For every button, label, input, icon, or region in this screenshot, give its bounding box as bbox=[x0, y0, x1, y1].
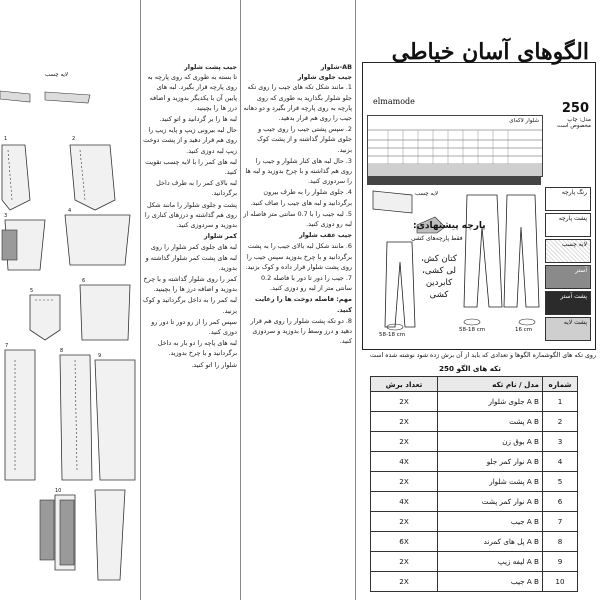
illustration-strip-left bbox=[0, 60, 140, 600]
row-qty: 2X bbox=[371, 412, 438, 432]
middle-paragraph-6: پشت و جلوی شلوار را مانند شکل روی هم گذاشته و درزهای کناری را بدوزید و سردوزی کنید. bbox=[144, 200, 237, 230]
step-number-7: 7 bbox=[5, 343, 9, 349]
middle-column-heading: جیب پشت شلوار bbox=[184, 63, 237, 71]
row-number: 7 bbox=[543, 512, 578, 532]
row-number: 5 bbox=[543, 472, 578, 492]
header-qty: تعداد برش bbox=[371, 377, 438, 392]
table-row bbox=[371, 452, 578, 472]
fabric-shade-1 bbox=[2, 230, 17, 260]
right-paragraph-1: 1. مانند شکل تکه های جیب را روی تکه جلو شلوار بگذارید به طوری که روی پارچه به روی پارچه قرار بگیرد و دو دهانه جیب را روی هم قرار بدهید. bbox=[243, 83, 352, 123]
middle-paragraph-8: لبه های جلوی کمر شلوار را روی لبه های پشت کمر شلوار گذاشته و بدوزید. bbox=[145, 243, 237, 272]
top-left-caption: لایه چسب bbox=[45, 72, 69, 78]
row-name bbox=[438, 392, 543, 412]
row-qty: 2X bbox=[371, 392, 438, 412]
middle-paragraph-4: لبه های کمر را با لایه چسب تقویت کنید. bbox=[145, 157, 237, 177]
row-model: A B bbox=[526, 477, 539, 486]
row-name bbox=[438, 532, 543, 552]
row-qty: 4X bbox=[371, 452, 438, 472]
tape-drawing-top-left bbox=[0, 86, 95, 108]
row-model: A B bbox=[526, 397, 539, 406]
left-column-heading: AB-شلوار bbox=[320, 63, 352, 71]
table-row bbox=[371, 532, 578, 552]
fabric-shade-2 bbox=[40, 500, 54, 560]
back-pocket-step-5 bbox=[30, 295, 60, 340]
trouser-front-step-2 bbox=[70, 145, 115, 210]
row-number: 9 bbox=[543, 552, 578, 572]
row-number: 6 bbox=[543, 492, 578, 512]
table-row bbox=[371, 492, 578, 512]
sewing-steps-illustration bbox=[0, 60, 140, 600]
right-instruction-column bbox=[243, 62, 352, 598]
step-number-2: 2 bbox=[72, 136, 76, 142]
pattern-info-sheet bbox=[362, 39, 596, 350]
swatch-label-2: پشت پارچه bbox=[558, 215, 587, 222]
divider-1 bbox=[140, 0, 141, 600]
step-number-10: 10 bbox=[55, 488, 62, 494]
right-paragraph-2: 2. سپس پشتی جیب را روی جیب و جلوی شلوار گذاشته و از پشت کوک بزنید. bbox=[257, 125, 352, 154]
middle-instruction-column bbox=[143, 62, 237, 598]
middle-paragraph-1: تا بسته به طوری که روی پارچه به روی پارچه قرار بگیرد. لبه های پایین آن با یکدیگر بدوزید و اضافه درز ها را بچینید. bbox=[147, 73, 237, 112]
row-piece: جیب bbox=[510, 577, 525, 586]
fabric-suggestion-label: پارچه پیشنهادی: bbox=[413, 221, 486, 231]
sheet-title: الگوهای آسان خیاطی bbox=[391, 39, 589, 65]
row-qty: 4X bbox=[371, 492, 438, 512]
middle-paragraph-7: کمر شلوار bbox=[204, 232, 237, 241]
middle-paragraph-9: کمر را روی شلوار گذاشته و با چرخ بدوزید و اضافه درز ها را بچینید. bbox=[143, 275, 237, 294]
parts-table-header bbox=[371, 377, 578, 392]
row-model: A B bbox=[526, 537, 539, 546]
parts-table bbox=[370, 376, 578, 592]
row-name bbox=[438, 512, 543, 532]
tape-label: لایه چسب bbox=[415, 191, 439, 197]
step-number-6: 6 bbox=[82, 278, 86, 284]
row-piece: جیب bbox=[510, 517, 525, 526]
zipper-step-7 bbox=[5, 350, 35, 480]
size-chart-caption: شلوار لاکه‌ای bbox=[509, 118, 539, 124]
row-number: 3 bbox=[543, 432, 578, 452]
row-qty: 2X bbox=[371, 572, 438, 592]
right-paragraph-4: 4. جلوی شلوار را به طرف بیرون برگردانید و لبه های جیب را صاف کنید. bbox=[250, 188, 352, 207]
right-paragraph-9: مهم: فاصله دوخت ها را رعایت کنید. bbox=[254, 295, 352, 314]
parts-table-caption: تکه های الگو 250 bbox=[439, 364, 501, 373]
row-piece: پشت bbox=[509, 417, 525, 426]
right-paragraph-7: 6. مانند شکل لبه بالای جیب را به پشت برگردانید و با چرخ بدوزید سپس جیب را روی پشت شلوار قرار داده و کوک بزنید. bbox=[245, 242, 352, 271]
middle-paragraph-13: شلوار را اتو کنید. bbox=[191, 360, 237, 369]
measure-label-3: 16 cm bbox=[515, 327, 533, 333]
step-number-1: 1 bbox=[4, 136, 8, 142]
right-paragraph-5: 5. لبه جیب را با 0.7 سانتی متر فاصله از لبه رو دوزی کنید. bbox=[243, 209, 352, 229]
waistband-step-9 bbox=[95, 360, 135, 480]
size-grid bbox=[368, 116, 542, 176]
swatch-label-6: پشت لایه bbox=[563, 319, 587, 326]
step-number-5: 5 bbox=[30, 288, 34, 294]
row-name bbox=[438, 472, 543, 492]
fly-step-11 bbox=[95, 490, 125, 580]
left-column-subheading: جیب جلوی شلوار bbox=[297, 73, 352, 82]
row-model: A B bbox=[526, 437, 539, 446]
row-name bbox=[438, 412, 543, 432]
size-strip bbox=[367, 177, 541, 185]
measure-label-1: 58-18 cm bbox=[379, 332, 406, 338]
trouser-front-view bbox=[464, 195, 502, 307]
tape-strip-shape bbox=[373, 191, 412, 213]
back-pocket-step-6 bbox=[80, 285, 130, 340]
row-number: 2 bbox=[543, 412, 578, 432]
row-qty: 2X bbox=[371, 552, 438, 572]
swatch-label-3: لایه چسب bbox=[561, 241, 587, 248]
measure-label-2: 58-18 cm bbox=[459, 327, 486, 333]
middle-paragraph-12: لبه های پاچه را دو بار به داخل برگردانید و با چرخ بدوزید. bbox=[157, 339, 237, 358]
step-number-8: 8 bbox=[60, 348, 64, 354]
model-info-line-2: مخصوص است bbox=[556, 123, 591, 129]
swatch-label-4: آستر bbox=[575, 267, 587, 274]
table-row bbox=[371, 552, 578, 572]
row-piece: نوار کمر جلو bbox=[486, 457, 525, 466]
divider-2 bbox=[240, 0, 241, 600]
row-name bbox=[438, 492, 543, 512]
row-model: A B bbox=[526, 557, 539, 566]
row-piece: پل های کمرند bbox=[483, 537, 525, 546]
row-name bbox=[438, 572, 543, 592]
measure-loop-2 bbox=[464, 319, 480, 325]
trouser-line-drawing bbox=[385, 242, 415, 327]
row-qty: 6X bbox=[371, 532, 438, 552]
model-info-line-1: مدل: چاپ bbox=[567, 117, 591, 123]
model-info bbox=[545, 117, 591, 129]
brand-logo bbox=[373, 97, 415, 106]
trouser-back-view bbox=[504, 195, 539, 307]
row-model: A B bbox=[526, 497, 539, 506]
right-paragraph-10: 8. دو تکه پشت شلوار را روی هم قرار دهید و درز وسط را بدوزید و سردوزی کنید. bbox=[250, 316, 352, 346]
row-qty: 2X bbox=[371, 472, 438, 492]
divider-3 bbox=[355, 0, 356, 600]
row-number: 8 bbox=[543, 532, 578, 552]
row-name bbox=[438, 432, 543, 452]
row-model: A B bbox=[526, 517, 539, 526]
step-number-9: 9 bbox=[98, 353, 102, 359]
row-piece: جلوی شلوار bbox=[488, 397, 525, 406]
header-model: مدل / نام تکه bbox=[438, 377, 543, 392]
trouser-front-step-1 bbox=[2, 145, 30, 210]
row-model: A B bbox=[526, 577, 539, 586]
row-model: A B bbox=[526, 417, 539, 426]
row-model: A B bbox=[526, 457, 539, 466]
table-row bbox=[371, 472, 578, 492]
right-paragraph-6: جیب عقب شلوار bbox=[299, 231, 352, 240]
pattern-note: روی تکه های الگوشماره الگوها و تعدادی که باید از آن برش زده شود نوشته شده است bbox=[370, 352, 596, 359]
table-row bbox=[371, 392, 578, 412]
header-number: شماره bbox=[543, 377, 578, 392]
middle-paragraph-11: سپس کمر را از رو دور تا دور رو دوزی کنید. bbox=[151, 317, 237, 337]
measure-loop-3 bbox=[519, 319, 535, 325]
row-piece: پشت شلوار bbox=[489, 477, 525, 486]
step-number-3: 3 bbox=[4, 213, 8, 219]
row-number: 1 bbox=[543, 392, 578, 412]
brand-logo-text: elmamode bbox=[373, 97, 415, 106]
right-paragraph-3: 3. حال لبه های کنار شلوار و جیب را روی هم گذاشته و با چرخ بدوزید و لبه ها را سردوزی کنید. bbox=[245, 156, 352, 186]
middle-paragraph-3: حال لبه بیرونی زیپ و پایه زیپ را روی هم قرار دهید و از پشت دوخت زیپ لبه دوزی کنید. bbox=[143, 126, 237, 155]
middle-paragraph-2: لبه ها را بر گردانید و اتو کنید. bbox=[159, 115, 237, 124]
table-row bbox=[371, 412, 578, 432]
fabric-suggestion-tip: کتان کش، لی کشی، کابردین کشی bbox=[421, 254, 457, 300]
table-row bbox=[371, 572, 578, 592]
row-piece: بوق زن bbox=[502, 437, 525, 446]
row-name bbox=[438, 452, 543, 472]
row-number: 4 bbox=[543, 452, 578, 472]
middle-paragraph-5: لبه بالای کمر را به طرف داخل برگردانید. bbox=[156, 179, 237, 198]
step-number-4: 4 bbox=[68, 208, 72, 214]
row-piece: نوار کمر پشت bbox=[481, 497, 525, 506]
model-number: 250 bbox=[561, 101, 589, 116]
middle-paragraph-10: لبه کمر را به داخل برگردانید و کوک بزنید. bbox=[143, 296, 237, 315]
row-qty: 2X bbox=[371, 512, 438, 532]
table-row bbox=[371, 432, 578, 452]
right-paragraph-8: 7. جیب را دور تا دور با فاصله 0.2 سانتی متر از لبه رو دوزی کنید. bbox=[260, 274, 352, 293]
swatch-label-1: رنگ پارچه bbox=[561, 189, 587, 196]
swatch-label-5: پشت آستر bbox=[560, 293, 587, 300]
row-qty: 2X bbox=[371, 432, 438, 452]
fabric-shade-3 bbox=[60, 500, 74, 565]
fabric-suggestion-sub: فقط پارچه‌های کشی bbox=[411, 235, 463, 242]
row-piece: لیفه زیپ bbox=[497, 557, 525, 566]
row-name bbox=[438, 552, 543, 572]
row-number: 10 bbox=[543, 572, 578, 592]
table-row bbox=[371, 512, 578, 532]
size-chart bbox=[367, 115, 543, 177]
pocket-step-4 bbox=[65, 215, 130, 265]
